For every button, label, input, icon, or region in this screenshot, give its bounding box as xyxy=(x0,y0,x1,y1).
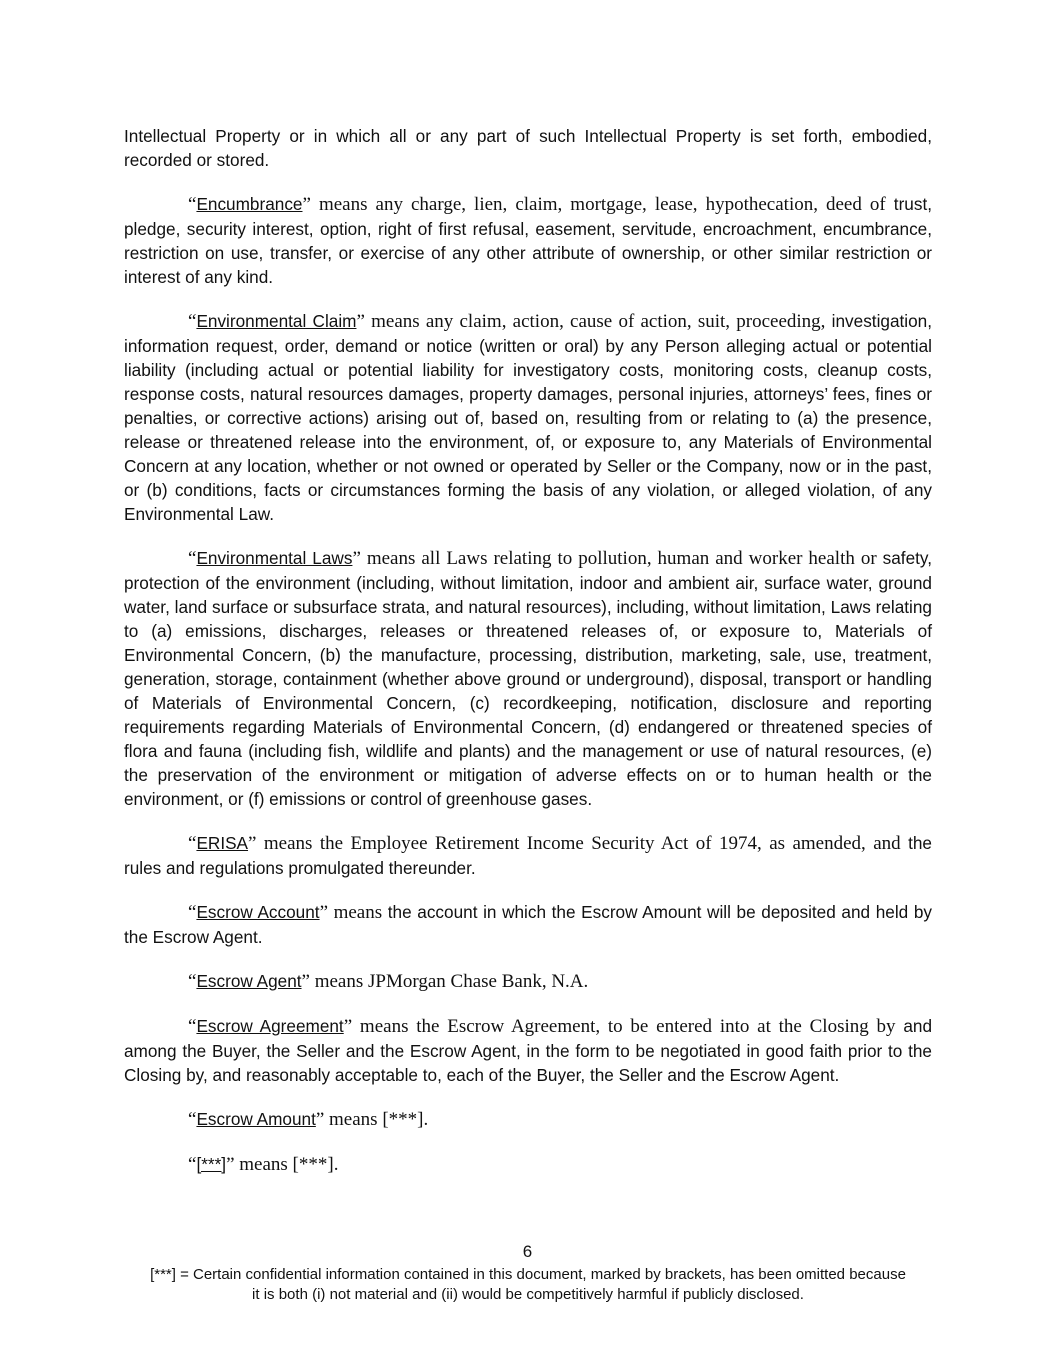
definition-escrow-account: “Escrow Account” means the account in which the Escrow Amount will be deposited and held by the Escrow Agent. xyxy=(124,902,932,947)
confidentiality-footnote xyxy=(124,1265,932,1305)
definition-erisa: “ERISA” means the Employee Retirement Income Security Act of 1974, as amended, and the rules and regulations promulgated thereunder. xyxy=(124,833,932,878)
defined-term: Escrow Account xyxy=(196,902,320,922)
defined-term: Escrow Agent xyxy=(196,971,302,991)
defined-term: Escrow Amount xyxy=(196,1109,316,1129)
defined-term: Environmental Laws xyxy=(196,548,353,568)
definition-escrow-agreement: “Escrow Agreement” means the Escrow Agreement, to be entered into at the Closing by and among the Buyer, the Seller and the Escrow Agent, in the form to be negotiated in good faith prior to the Closing by, and reasonably acceptable to, each of the Buyer, the Seller and the Escrow Agent. xyxy=(124,1016,933,1085)
document-body xyxy=(124,124,932,1177)
definition-redacted: “[***]” means [***]. xyxy=(188,1154,339,1175)
definition-escrow-amount: “Escrow Amount” means [***]. xyxy=(188,1109,429,1130)
footnote-line-2: it is both (i) not material and (ii) would be competitively harmful if publicly disclosed. xyxy=(252,1286,804,1303)
defined-term: Escrow Agreement xyxy=(196,1016,344,1036)
defined-term: ERISA xyxy=(196,833,249,853)
footnote-line-1: [***] = Certain confidential information contained in this document, marked by brackets, has been omitted because xyxy=(150,1266,906,1283)
definition-environmental-laws: “Environmental Laws” means all Laws relating to pollution, human and worker health or safety, protection of the environment (including, without limitation, indoor and ambient air, surface water, ground water, land surface or subsurface strata, and natural resources), including, without limitation, Laws relating to (a) emissions, discharges, releases or threatened releases of, or exposure to, Materials of Environmental Concern, (b) the manufacture, processing, distribution, marketing, sale, use, treatment, generation, storage, containment (whether above ground or underground), disposal, transport or handling of Materials of Environmental Concern, (c) recordkeeping, notification, disclosure and reporting requirements regarding Materials of Environmental Concern, (d) endangered or threatened species of flora and fauna (including fish, wildlife and plants) and the management or use of natural resources, (e) the preservation of the environment or mitigation of adverse effects on or to human health or the environment, or (f) emissions or control of greenhouse gases. xyxy=(124,548,933,809)
definition-environmental-claim: “Environmental Claim” means any claim, action, cause of action, suit, proceeding, investigation, information request, order, demand or notice (written or oral) by any Person alleging actual or potential liability (including actual or potential liability for investigatory costs, monitoring costs, cleanup costs, response costs, natural resources damages, property damages, personal injuries, attorneys’ fees, fines or penalties, or corrective actions) arising out of, based on, resulting from or relating to (a) the presence, release or threatened release into the environment, of, or exposure to, any Materials of Environmental Concern at any location, whether or not owned or operated by Seller or the Company, now or in the past, or (b) conditions, facts or circumstances forming the basis of any violation, or alleged violation, of any Environmental Law. xyxy=(124,311,932,524)
continuation-paragraph: Intellectual Property or in which all or any part of such Intellectual Property is set forth, embodied, recorded or stored. xyxy=(124,126,932,170)
definition-encumbrance: “Encumbrance” means any charge, lien, claim, mortgage, lease, hypothecation, deed of trust, pledge, security interest, option, right of first refusal, easement, servitude, encroachment, encumbrance, restriction on use, transfer, or exercise of any other attribute of ownership, or other similar restriction or interest of any kind. xyxy=(124,194,932,287)
defined-term: Encumbrance xyxy=(196,194,303,214)
defined-term: Environmental Claim xyxy=(196,311,357,331)
page-number: 6 xyxy=(522,1242,533,1261)
definition-escrow-agent: “Escrow Agent” means JPMorgan Chase Bank, N.A. xyxy=(188,971,589,992)
defined-term: [***] xyxy=(196,1154,227,1174)
